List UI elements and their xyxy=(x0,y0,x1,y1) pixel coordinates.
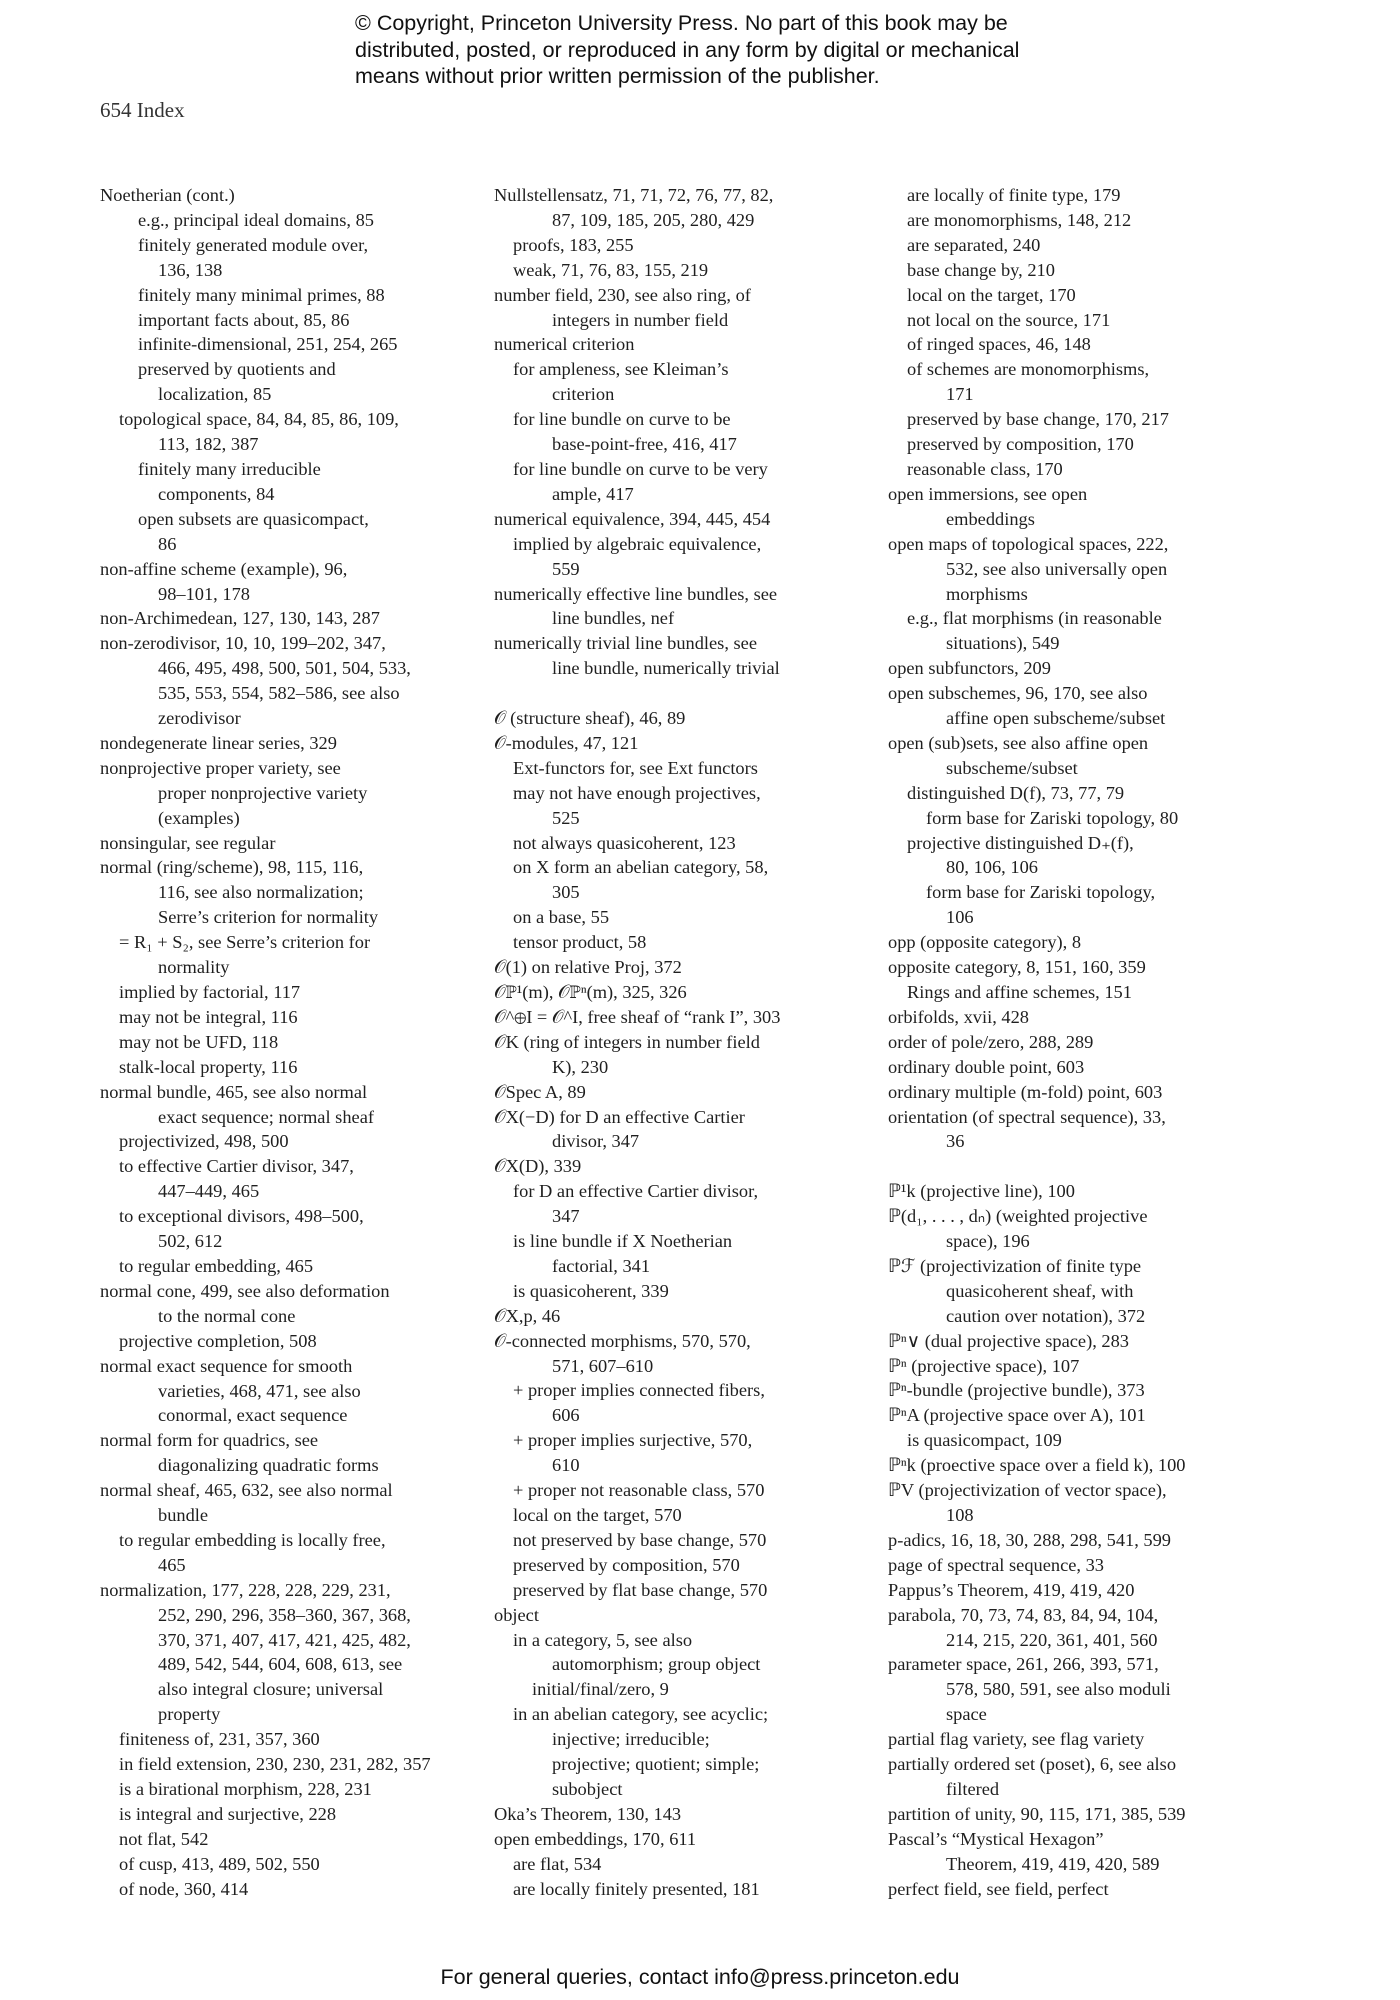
index-subentry: space xyxy=(946,1704,987,1725)
index-subentry: varieties, 468, 471, see also xyxy=(158,1380,361,1401)
index-column-1 xyxy=(100,183,472,1902)
index-entry: normal cone, 499, see also deformation xyxy=(100,1280,390,1301)
index-subentry: + proper implies surjective, 570, xyxy=(513,1430,753,1451)
index-subentry: conormal, exact sequence xyxy=(158,1405,348,1426)
index-subentry: topological space, 84, 84, 85, 86, 109, xyxy=(119,409,399,430)
index-subentry: 502, 612 xyxy=(158,1231,223,1252)
index-entry: ℙℱ (projectivization of finite type xyxy=(888,1255,1142,1276)
index-entry: 𝒪K (ring of integers in number field xyxy=(494,1031,760,1052)
index-entry: open (sub)sets, see also affine open xyxy=(888,732,1149,753)
index-entry: perfect field, see field, perfect xyxy=(888,1878,1109,1899)
index-subentry: 466, 495, 498, 500, 501, 504, 533, xyxy=(158,658,411,679)
index-subentry: 447–449, 465 xyxy=(158,1181,260,1202)
index-subentry: exact sequence; normal sheaf xyxy=(158,1106,374,1127)
index-subentry: 606 xyxy=(552,1405,580,1426)
index-subentry: weak, 71, 76, 83, 155, 219 xyxy=(513,259,709,280)
index-subentry: local on the target, 570 xyxy=(513,1505,682,1526)
index-subentry: may not be integral, 116 xyxy=(119,1006,298,1027)
index-subentry: 80, 106, 106 xyxy=(946,857,1038,878)
index-subentry: 106 xyxy=(946,907,974,928)
index-entry: normalization, 177, 228, 228, 229, 231, xyxy=(100,1579,391,1600)
index-subentry: subobject xyxy=(552,1778,623,1799)
index-subentry: for ampleness, see Kleiman’s xyxy=(513,359,729,380)
copyright-line: means without prior written permission of the publisher. xyxy=(355,64,880,88)
index-entry: ℙV (projectivization of vector space), xyxy=(888,1480,1167,1501)
index-entry: open immersions, see open xyxy=(888,483,1088,504)
index-subentry: for D an effective Cartier divisor, xyxy=(513,1181,759,1202)
index-subentry: form base for Zariski topology, 80 xyxy=(926,807,1179,828)
index-entry: 𝒪Spec A, 89 xyxy=(494,1081,586,1102)
index-subentry: infinite-dimensional, 251, 254, 265 xyxy=(138,334,398,355)
index-subentry: preserved by quotients and xyxy=(138,359,336,380)
index-subentry: is integral and surjective, 228 xyxy=(119,1803,337,1824)
index-entry: parabola, 70, 73, 74, 83, 84, 94, 104, xyxy=(888,1604,1159,1625)
index-subentry: preserved by base change, 170, 217 xyxy=(907,409,1169,430)
index-subentry: integers in number field xyxy=(552,309,729,330)
index-subentry: subscheme/subset xyxy=(946,757,1078,778)
index-subentry: finitely many irreducible xyxy=(138,458,321,479)
copyright-line: distributed, posted, or reproduced in any form by digital or mechanical xyxy=(355,37,1020,62)
index-subentry: to regular embedding is locally free, xyxy=(119,1529,386,1550)
index-subentry: Theorem, 419, 419, 420, 589 xyxy=(946,1853,1160,1874)
index-entry: numerically trivial line bundles, see xyxy=(494,633,758,654)
index-subentry: line bundle, numerically trivial xyxy=(552,658,780,679)
index-subentry: for line bundle on curve to be xyxy=(513,409,731,430)
index-subentry: caution over notation), 372 xyxy=(946,1305,1146,1326)
index-subentry: 535, 553, 554, 582–586, see also xyxy=(158,683,400,704)
index-subentry: are locally of finite type, 179 xyxy=(907,185,1121,205)
index-subentry: bundle xyxy=(158,1505,209,1526)
index-subentry: important facts about, 85, 86 xyxy=(138,309,350,330)
index-subentry: are separated, 240 xyxy=(907,234,1041,255)
index-entry: normal bundle, 465, see also normal xyxy=(100,1081,368,1102)
index-subentry: 98–101, 178 xyxy=(158,583,250,604)
index-subentry: are locally finitely presented, 181 xyxy=(513,1878,760,1899)
index-subentry: may not have enough projectives, xyxy=(513,782,761,803)
index-subentry: distinguished D(f), 73, 77, 79 xyxy=(907,782,1125,803)
index-entry: 𝒪-connected morphisms, 570, 570, xyxy=(494,1330,751,1351)
index-entry: normal (ring/scheme), 98, 115, 116, xyxy=(100,857,364,878)
index-subentry: to the normal cone xyxy=(158,1305,296,1326)
index-subentry: implied by algebraic equivalence, xyxy=(513,533,762,554)
index-entry: ordinary double point, 603 xyxy=(888,1056,1085,1077)
index-subentry: initial/final/zero, 9 xyxy=(532,1679,669,1700)
index-subentry: projective; quotient; simple; xyxy=(552,1754,760,1775)
index-entry: open embeddings, 170, 611 xyxy=(494,1828,697,1849)
index-subentry: are flat, 534 xyxy=(513,1853,602,1874)
index-subentry: Rings and affine schemes, 151 xyxy=(907,982,1132,1002)
index-subentry: 214, 215, 220, 361, 401, 560 xyxy=(946,1629,1158,1650)
index-subentry: e.g., flat morphisms (in reasonable xyxy=(907,608,1162,629)
index-subentry: of node, 360, 414 xyxy=(119,1878,249,1899)
index-entry: opp (opposite category), 8 xyxy=(888,932,1082,953)
index-subentry: 571, 607–610 xyxy=(552,1355,654,1376)
index-entry: 𝒪^⊕I = 𝒪^I, free sheaf of “rank I”, 303 xyxy=(494,1006,781,1027)
index-entry: nonsingular, see regular xyxy=(100,832,276,853)
index-entry: non-Archimedean, 127, 130, 143, 287 xyxy=(100,608,380,629)
index-subentry: base-point-free, 416, 417 xyxy=(552,434,737,455)
index-entry: Pappus’s Theorem, 419, 419, 420 xyxy=(888,1579,1135,1600)
index-subentry: 370, 371, 407, 417, 421, 425, 482, xyxy=(158,1629,411,1650)
index-entry: number field, 230, see also ring, of xyxy=(494,284,751,305)
index-entry: open subfunctors, 209 xyxy=(888,658,1051,679)
index-column-3 xyxy=(888,183,1268,1902)
index-subentry: stalk-local property, 116 xyxy=(119,1056,298,1077)
index-entry: 𝒪X(D), 339 xyxy=(494,1156,582,1177)
index-subentry: 87, 109, 185, 205, 280, 429 xyxy=(552,209,755,230)
index-column-2 xyxy=(494,183,866,1902)
index-subentry: e.g., principal ideal domains, 85 xyxy=(138,209,374,230)
index-subentry: is line bundle if X Noetherian xyxy=(513,1231,733,1252)
index-entry: Nullstellensatz, 71, 71, 72, 76, 77, 82, xyxy=(494,185,774,205)
index-entry: numerically effective line bundles, see xyxy=(494,583,778,604)
index-entry: nonprojective proper variety, see xyxy=(100,757,341,778)
index-subentry: reasonable class, 170 xyxy=(907,458,1063,479)
index-subentry: + proper implies connected fibers, xyxy=(513,1380,765,1401)
index-entry: partial flag variety, see flag variety xyxy=(888,1729,1145,1750)
index-entry: ℙⁿ (projective space), 107 xyxy=(888,1355,1080,1376)
section-gap xyxy=(494,681,866,706)
index-subentry: preserved by flat base change, 570 xyxy=(513,1579,768,1600)
index-entry: 𝒪(1) on relative Proj, 372 xyxy=(494,957,682,978)
index-subentry: components, 84 xyxy=(158,483,275,504)
index-subentry: tensor product, 58 xyxy=(513,932,647,953)
index-subentry: situations), 549 xyxy=(946,633,1060,654)
index-entry: normal form for quadrics, see xyxy=(100,1430,319,1451)
index-subentry: quasicoherent sheaf, with xyxy=(946,1280,1134,1301)
index-subentry: in field extension, 230, 230, 231, 282, 357 xyxy=(119,1754,431,1775)
index-subentry: 36 xyxy=(946,1131,965,1152)
index-subentry: 108 xyxy=(946,1505,974,1526)
index-subentry: on a base, 55 xyxy=(513,907,610,928)
index-subentry: Ext-functors for, see Ext functors xyxy=(513,757,758,778)
index-subentry: in a category, 5, see also xyxy=(513,1629,693,1650)
index-entry: ℙ(d₁, . . . , dₙ) (weighted projective xyxy=(888,1206,1148,1227)
index-subentry: form base for Zariski topology, xyxy=(926,882,1156,903)
index-entry: ℙⁿ∨ (dual projective space), 283 xyxy=(888,1330,1129,1351)
index-entry: non-zerodivisor, 10, 10, 199–202, 347, xyxy=(100,633,386,654)
index-subentry: 578, 580, 591, see also moduli xyxy=(946,1679,1171,1700)
index-subentry: implied by factorial, 117 xyxy=(119,982,301,1002)
index-entry: parameter space, 261, 266, 393, 571, xyxy=(888,1654,1159,1675)
index-subentry: 171 xyxy=(946,384,974,405)
index-entry: p-adics, 16, 18, 30, 288, 298, 541, 599 xyxy=(888,1529,1171,1550)
index-subentry: + proper not reasonable class, 570 xyxy=(513,1480,765,1501)
index-subentry: affine open subscheme/subset xyxy=(946,708,1166,729)
index-entry: 𝒪X,p, 46 xyxy=(494,1305,561,1326)
index-entry: order of pole/zero, 288, 289 xyxy=(888,1031,1094,1052)
index-subentry: finitely generated module over, xyxy=(138,234,369,255)
index-subentry: localization, 85 xyxy=(158,384,272,405)
index-subentry: finitely many minimal primes, 88 xyxy=(138,284,385,305)
index-subentry: morphisms xyxy=(946,583,1028,604)
index-entry: ℙⁿ-bundle (projective bundle), 373 xyxy=(888,1380,1145,1401)
index-subentry: is quasicompact, 109 xyxy=(907,1430,1062,1451)
index-subentry: 86 xyxy=(158,533,177,554)
index-subentry: proofs, 183, 255 xyxy=(513,234,634,255)
index-entry: partially ordered set (poset), 6, see also xyxy=(888,1754,1177,1775)
index-subentry: 489, 542, 544, 604, 608, 613, see xyxy=(158,1654,403,1675)
index-subentry: = R₁ + S₂, see Serre’s criterion for xyxy=(119,932,371,953)
index-subentry: 113, 182, 387 xyxy=(158,434,259,455)
copyright-notice xyxy=(355,10,1115,90)
index-entry: numerical equivalence, 394, 445, 454 xyxy=(494,508,771,529)
index-subentry: 116, see also normalization; xyxy=(158,882,364,903)
index-subentry: to exceptional divisors, 498–500, xyxy=(119,1206,364,1227)
index-subentry: proper nonprojective variety xyxy=(158,782,368,803)
index-subentry: 347 xyxy=(552,1206,580,1227)
index-subentry: may not be UFD, 118 xyxy=(119,1031,279,1052)
index-subentry: projective completion, 508 xyxy=(119,1330,317,1351)
index-entry: 𝒪X(−D) for D an effective Cartier xyxy=(494,1106,745,1127)
index-subentry: to effective Cartier divisor, 347, xyxy=(119,1156,354,1177)
index-subentry: not local on the source, 171 xyxy=(907,309,1111,330)
index-entry: ordinary multiple (m-fold) point, 603 xyxy=(888,1081,1163,1102)
index-subentry: finiteness of, 231, 357, 360 xyxy=(119,1729,320,1750)
index-entry: ℙ¹k (projective line), 100 xyxy=(888,1181,1075,1202)
index-subentry: diagonalizing quadratic forms xyxy=(158,1455,379,1476)
index-subentry: not flat, 542 xyxy=(119,1828,209,1849)
index-subentry: 525 xyxy=(552,807,580,828)
index-entry: object xyxy=(494,1604,539,1625)
index-subentry: property xyxy=(158,1704,221,1725)
index-subentry: 465 xyxy=(158,1554,186,1575)
index-entry: partition of unity, 90, 115, 171, 385, 539 xyxy=(888,1803,1186,1824)
index-subentry: of cusp, 413, 489, 502, 550 xyxy=(119,1853,320,1874)
index-entry: nondegenerate linear series, 329 xyxy=(100,732,337,753)
index-subentry: filtered xyxy=(946,1778,1000,1799)
index-subentry: for line bundle on curve to be very xyxy=(513,458,768,479)
index-subentry: projectivized, 498, 500 xyxy=(119,1131,289,1152)
index-subentry: embeddings xyxy=(946,508,1035,529)
index-subentry: to regular embedding, 465 xyxy=(119,1255,314,1276)
index-subentry: preserved by composition, 170 xyxy=(907,434,1134,455)
index-entry: ℙⁿk (proective space over a field k), 100 xyxy=(888,1455,1186,1476)
index-subentry: projective distinguished D₊(f), xyxy=(907,832,1134,853)
index-subentry: is quasicoherent, 339 xyxy=(513,1280,669,1301)
index-subentry: 559 xyxy=(552,558,580,579)
index-subentry: ample, 417 xyxy=(552,483,634,504)
index-subentry: are monomorphisms, 148, 212 xyxy=(907,209,1132,230)
index-subentry: also integral closure; universal xyxy=(158,1679,384,1700)
index-subentry: space), 196 xyxy=(946,1231,1030,1252)
section-gap xyxy=(888,1154,1268,1179)
index-subentry: is a birational morphism, 228, 231 xyxy=(119,1779,372,1799)
index-subentry: normality xyxy=(158,957,230,978)
index-entry: orbifolds, xvii, 428 xyxy=(888,1006,1029,1027)
running-head: 654 Index xyxy=(100,98,185,122)
index-subentry: 136, 138 xyxy=(158,259,223,280)
index-subentry: zerodivisor xyxy=(158,708,241,729)
index-entry: 𝒪ℙ¹(m), 𝒪ℙⁿ(m), 325, 326 xyxy=(494,981,687,1002)
index-entry: opposite category, 8, 151, 160, 359 xyxy=(888,957,1146,978)
index-entry: ℙⁿA (projective space over A), 101 xyxy=(888,1405,1146,1426)
index-subentry: base change by, 210 xyxy=(907,259,1055,280)
index-subentry: line bundles, nef xyxy=(552,608,675,629)
index-subentry: Serre’s criterion for normality xyxy=(158,907,379,928)
index-entry: normal sheaf, 465, 632, see also normal xyxy=(100,1480,393,1501)
footer-contact: For general queries, contact info@press.princeton.edu xyxy=(440,1965,960,1989)
index-subentry: (examples) xyxy=(158,807,240,828)
index-entry: 𝒪 (structure sheaf), 46, 89 xyxy=(494,708,686,729)
index-subentry: injective; irreducible; xyxy=(552,1729,710,1750)
index-subentry: preserved by composition, 570 xyxy=(513,1554,740,1575)
index-subentry: 532, see also universally open xyxy=(946,558,1168,579)
index-subentry: K), 230 xyxy=(552,1056,609,1077)
index-subentry: factorial, 341 xyxy=(552,1255,651,1276)
index-subentry: 305 xyxy=(552,882,580,903)
index-subentry: of ringed spaces, 46, 148 xyxy=(907,334,1091,355)
index-subentry: 610 xyxy=(552,1455,580,1476)
index-subentry: automorphism; group object xyxy=(552,1654,761,1675)
index-subentry: 252, 290, 296, 358–360, 367, 368, xyxy=(158,1604,411,1625)
index-entry: Noetherian (cont.) xyxy=(100,185,235,205)
index-subentry: of schemes are monomorphisms, xyxy=(907,359,1150,380)
index-entry: open maps of topological spaces, 222, xyxy=(888,533,1169,554)
index-subentry: in an abelian category, see acyclic; xyxy=(513,1704,769,1725)
index-entry: numerical criterion xyxy=(494,334,635,355)
index-subentry: criterion xyxy=(552,384,615,405)
index-subentry: divisor, 347 xyxy=(552,1131,640,1152)
index-entry: 𝒪-modules, 47, 121 xyxy=(494,732,639,753)
index-subentry: not always quasicoherent, 123 xyxy=(513,832,736,853)
index-entry: orientation (of spectral sequence), 33, xyxy=(888,1106,1166,1127)
index-entry: open subschemes, 96, 170, see also xyxy=(888,683,1148,704)
index-entry: Oka’s Theorem, 130, 143 xyxy=(494,1803,682,1824)
copyright-line: © Copyright, Princeton University Press. No part of this book may be xyxy=(355,11,1008,35)
index-entry: page of spectral sequence, 33 xyxy=(888,1554,1104,1575)
index-subentry: not preserved by base change, 570 xyxy=(513,1529,767,1550)
index-subentry: on X form an abelian category, 58, xyxy=(513,857,769,878)
index-entry: Pascal’s “Mystical Hexagon” xyxy=(888,1828,1104,1849)
index-subentry: open subsets are quasicompact, xyxy=(138,508,369,529)
index-entry: non-affine scheme (example), 96, xyxy=(100,558,348,579)
index-entry: normal exact sequence for smooth xyxy=(100,1355,353,1376)
index-subentry: local on the target, 170 xyxy=(907,284,1076,305)
